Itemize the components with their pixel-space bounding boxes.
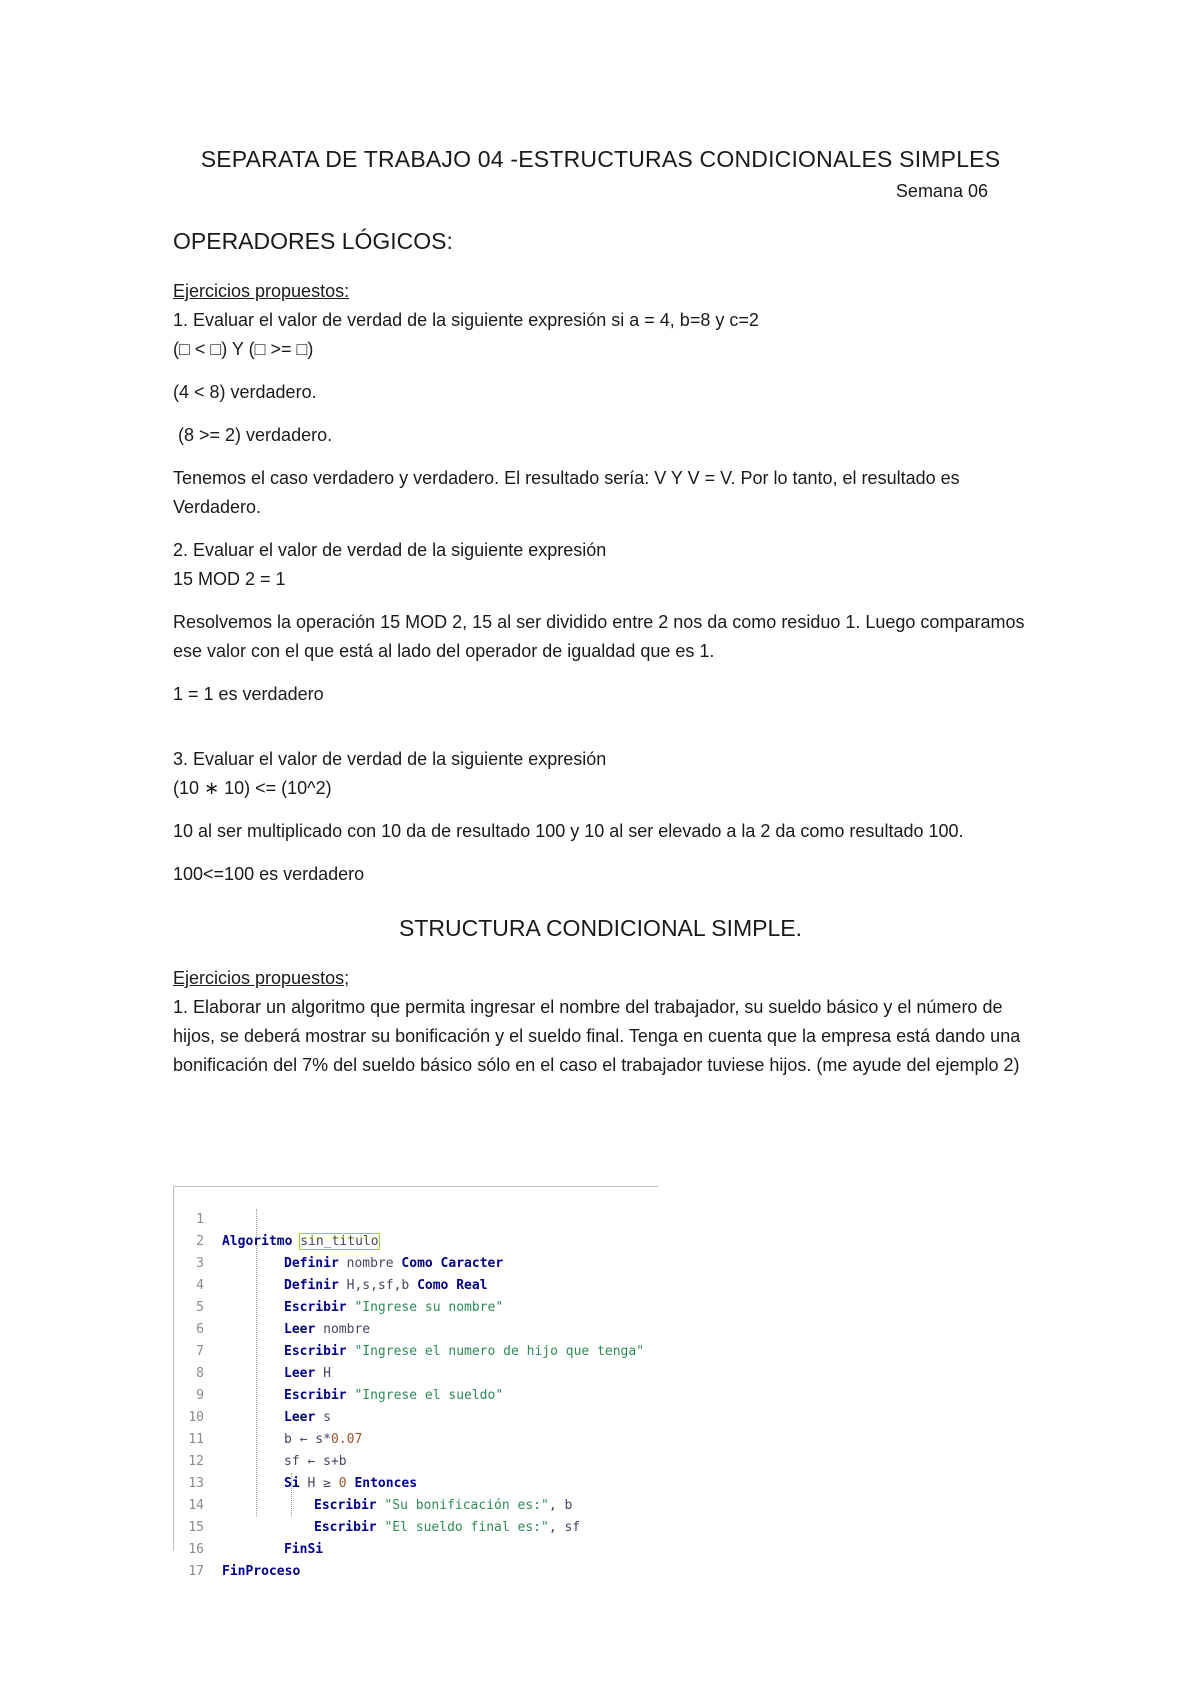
keyword: Leer: [284, 1366, 316, 1381]
keyword: Escribir: [284, 1388, 347, 1403]
keyword: Como Real: [417, 1278, 488, 1293]
exercise-3-result: 100<=100 es verdadero: [173, 864, 365, 884]
keyword: Escribir: [314, 1520, 377, 1535]
keyword: Leer: [284, 1322, 316, 1337]
exercises-subheading-2: Ejercicios propuestos;: [173, 968, 350, 988]
exercise-2-explanation: Resolvemos la operación 15 MOD 2, 15 al ser dividido entre 2 nos da como residuo 1. Luego comparamos ese valor con el que está al lado del operador de igualdad que es 1.: [173, 612, 1025, 661]
identifier: b ← s*: [284, 1432, 331, 1447]
exercise-3-expression: (10 ∗ 10) <= (10^2): [173, 778, 332, 798]
exercise-2-prompt: 2. Evaluar el valor de verdad de la siguiente expresión: [173, 540, 607, 560]
exercise-1-step-1: (4 < 8) verdadero.: [173, 382, 317, 402]
string-literal: "Ingrese el numero de hijo que tenga": [354, 1344, 645, 1359]
line-number: 12: [188, 1454, 204, 1469]
string-literal: "Su bonificación es:": [384, 1498, 549, 1513]
line-number: 16: [188, 1542, 204, 1557]
keyword: Definir: [284, 1256, 339, 1271]
identifier: , sf: [548, 1520, 581, 1535]
line-number: 5: [196, 1300, 204, 1315]
line-number: 2: [196, 1234, 204, 1249]
line-number: 4: [196, 1278, 204, 1293]
document-title: SEPARATA DE TRABAJO 04 -ESTRUCTURAS CONDICIONALES SIMPLES: [200, 146, 1001, 172]
keyword: Escribir: [284, 1344, 347, 1359]
exercise-1-expression: (□ < □) Y (□ >= □): [173, 339, 314, 359]
section-heading-logical-operators: OPERADORES LÓGICOS:: [173, 228, 453, 254]
line-number: 8: [196, 1366, 204, 1381]
number-literal: 0: [338, 1476, 347, 1491]
keyword: Leer: [284, 1410, 316, 1425]
section-heading-simple-conditional: STRUCTURA CONDICIONAL SIMPLE.: [399, 915, 802, 941]
string-literal: "Ingrese el sueldo": [354, 1388, 504, 1403]
exercise-1-conclusion: Tenemos el caso verdadero y verdadero. El resultado sería: V Y V = V. Por lo tanto, el resultado es Verdadero.: [173, 468, 960, 517]
identifier: sf ← s+b: [284, 1454, 347, 1469]
keyword: Si: [284, 1476, 300, 1491]
line-number: 15: [188, 1520, 204, 1535]
identifier: sin_titulo: [300, 1234, 379, 1249]
pseudocode-screenshot: [173, 1186, 658, 1579]
line-number: 3: [196, 1256, 204, 1271]
string-literal: "El sueldo final es:": [384, 1520, 549, 1535]
exercise-1-prompt: 1. Evaluar el valor de verdad de la siguiente expresión si a = 4, b=8 y c=2: [173, 310, 759, 330]
line-number: 10: [188, 1410, 204, 1425]
line-number: 6: [196, 1322, 204, 1337]
keyword: Entonces: [354, 1476, 418, 1491]
identifier: nombre: [346, 1256, 394, 1271]
keyword: FinProceso: [222, 1564, 301, 1579]
keyword: Escribir: [314, 1498, 377, 1513]
keyword: Escribir: [284, 1300, 347, 1315]
code-line: [174, 1187, 658, 1249]
identifier: s: [323, 1410, 331, 1425]
exercise-3-prompt: 3. Evaluar el valor de verdad de la siguiente expresión: [173, 749, 607, 769]
identifier: , b: [548, 1498, 573, 1513]
identifier: nombre: [323, 1322, 371, 1337]
line-number: 9: [196, 1388, 204, 1403]
exercise-2-expression: 15 MOD 2 = 1: [173, 569, 286, 589]
week-label: Semana 06: [895, 181, 988, 201]
identifier: H: [323, 1366, 331, 1381]
identifier: H,s,sf,b: [346, 1278, 410, 1293]
exercise-3-explanation: 10 al ser multiplicado con 10 da de resultado 100 y 10 al ser elevado a la 2 da como resultado 100.: [173, 821, 964, 841]
keyword: Como Caracter: [401, 1256, 504, 1271]
keyword: Definir: [284, 1278, 339, 1293]
number-literal: 0.07: [330, 1432, 363, 1447]
line-number: 11: [188, 1432, 204, 1447]
line-number: 14: [188, 1498, 204, 1513]
keyword: Algoritmo: [222, 1234, 293, 1249]
keyword: FinSi: [284, 1542, 324, 1557]
line-number: 7: [196, 1344, 204, 1359]
exercise-4-prompt: 1. Elaborar un algoritmo que permita ingresar el nombre del trabajador, su sueldo básico y el número de hijos, se deberá mostrar su bonificación y el sueldo final. Tenga en cuenta que la empresa está dando una bonificación del 7% del sueldo básico sólo en el caso el trabajador tuviese hijos. (me ayude del ejemplo 2): [173, 997, 1021, 1075]
exercise-2-result: 1 = 1 es verdadero: [173, 684, 324, 704]
line-number: 13: [188, 1476, 204, 1491]
line-number: 1: [196, 1212, 204, 1227]
identifier: H ≥: [307, 1476, 331, 1491]
string-literal: "Ingrese su nombre": [354, 1300, 504, 1315]
document-body: [173, 146, 1028, 1080]
exercises-subheading: Ejercicios propuestos:: [173, 281, 350, 301]
exercise-1-step-2: (8 >= 2) verdadero.: [173, 425, 333, 445]
line-number: 17: [188, 1564, 204, 1579]
